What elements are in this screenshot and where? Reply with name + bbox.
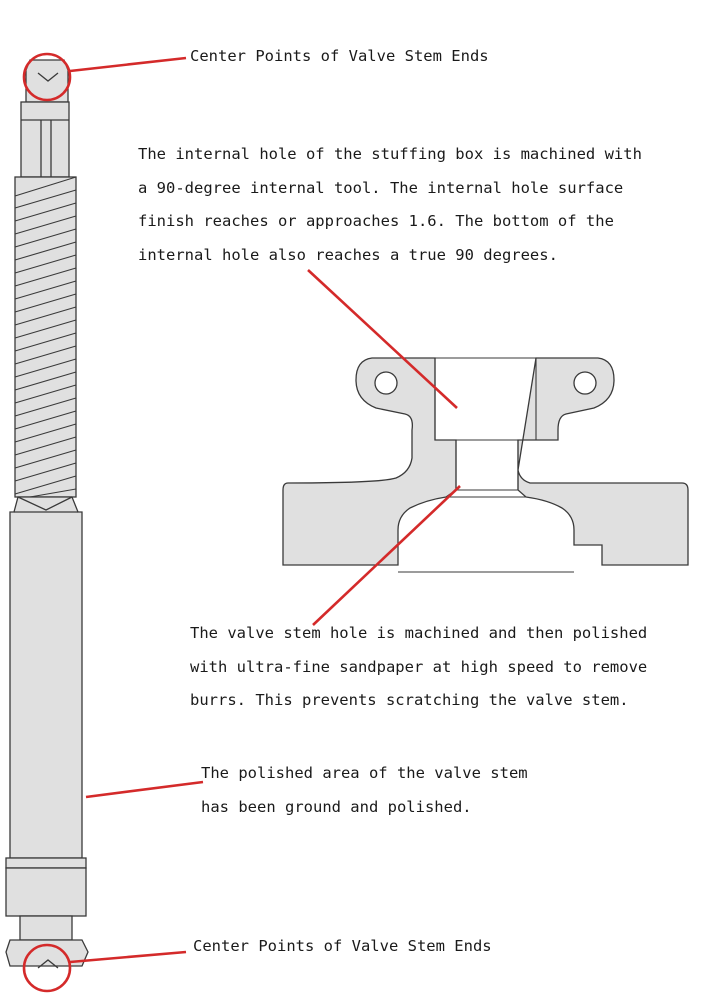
stem-neck [20, 916, 72, 940]
stuffing-box-right-half [518, 358, 688, 565]
bolt-hole-left [375, 372, 397, 394]
stuffing-box-note-line: finish reaches or approaches 1.6. The bottom of the [138, 212, 614, 230]
stuffing-box-note-line: The internal hole of the stuffing box is machined with [138, 145, 642, 163]
stuffing-box-left-half [283, 358, 456, 565]
stem-hole-note [190, 617, 647, 718]
top-center-points-label: Center Points of Valve Stem Ends [190, 47, 489, 65]
stem-square-section [21, 102, 69, 177]
stem-collar [6, 858, 86, 868]
polished-area-note-line: The polished area of the valve stem [201, 764, 528, 782]
stuffing-box-note [138, 138, 642, 272]
bottom-center-points-label: Center Points of Valve Stem Ends [193, 937, 492, 955]
stem-hole-note-line: with ultra-fine sandpaper at high speed to remove [190, 657, 648, 676]
top-center-leader [70, 58, 186, 71]
valve-stem [6, 60, 88, 968]
stuffing-box [283, 358, 688, 572]
polished-area-leader [86, 782, 203, 797]
stem-shoulder [6, 868, 86, 916]
stem-hole-note-line: The valve stem hole is machined and then polished [190, 624, 648, 642]
polished-area-note-line: has been ground and polished. [201, 797, 472, 816]
stuffing-box-note-line: a 90-degree internal tool. The internal hole surface [138, 178, 624, 197]
stuffing-box-note-line: internal hole also reaches a true 90 degrees. [138, 245, 558, 264]
stem-polished-shaft [10, 497, 82, 858]
polished-area-note [201, 757, 528, 824]
stem-hole-note-line: burrs. This prevents scratching the valve stem. [190, 691, 629, 709]
bolt-hole-right [574, 372, 596, 394]
